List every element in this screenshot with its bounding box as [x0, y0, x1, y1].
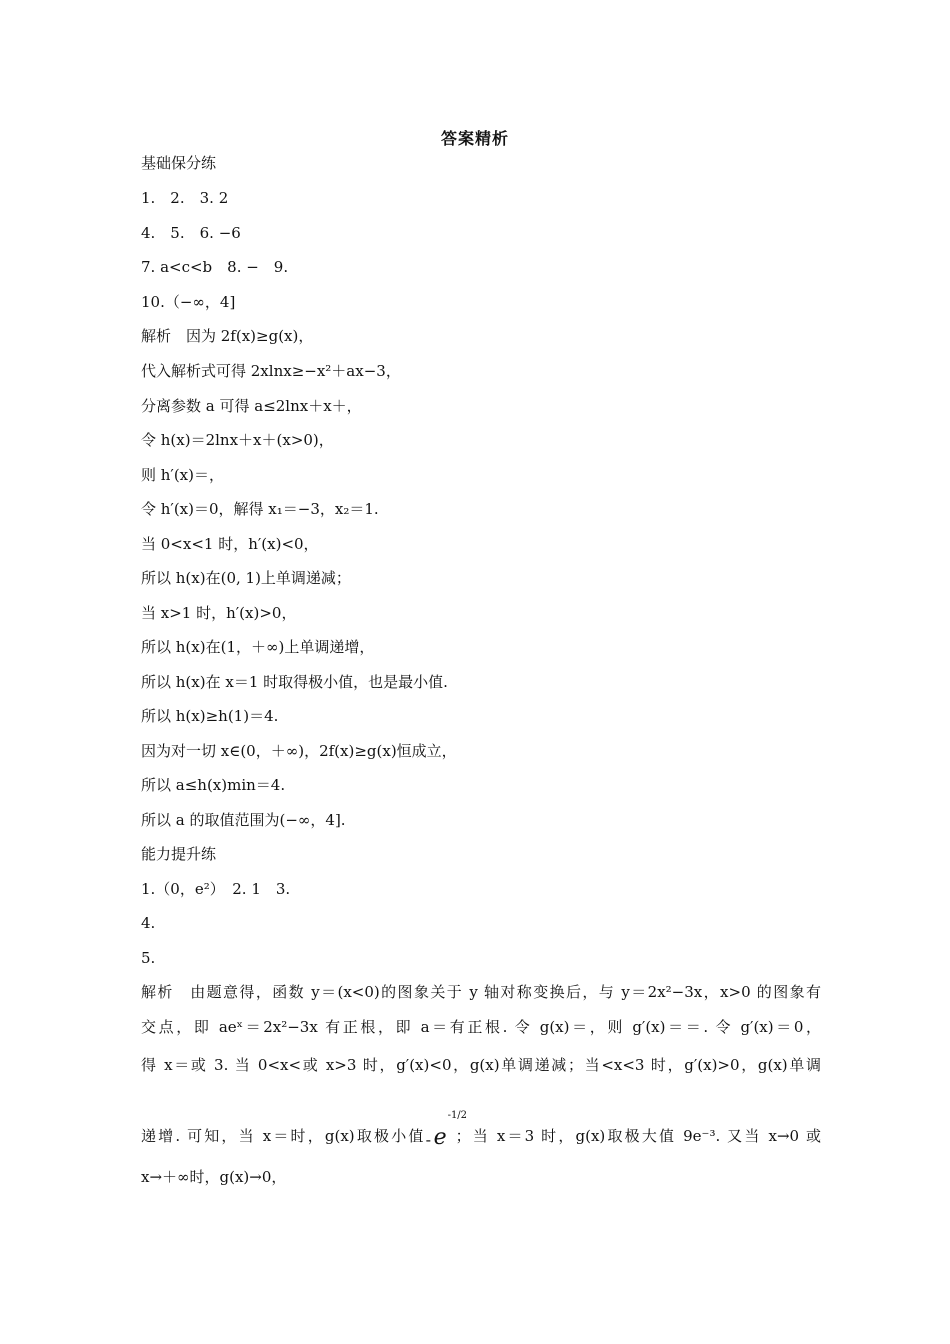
text-line: 基础保分练 — [141, 154, 217, 172]
text-line: 分离参数 a 可得 a≤2lnx＋x＋， — [141, 397, 362, 415]
text-line: 所以 h(x)≥h(1)＝4. — [141, 707, 279, 725]
text-line: 得 x＝或 3. 当 0<x<或 x>3 时，g′(x)<0，g(x)单调递减；当<x<3 时，g′(x)>0，g(x)单调 — [141, 1056, 821, 1074]
text-line: 所以 a 的取值范围为(−∞，4]. — [141, 811, 346, 829]
text-line: 当 x>1 时，h′(x)>0， — [141, 604, 297, 622]
text-line: 解析 因为 2f(x)≥g(x)， — [141, 327, 314, 345]
text-line: 所以 h(x)在(1，＋∞)上单调递增， — [141, 638, 375, 656]
text-line-minimum-value — [141, 1110, 822, 1150]
math-expression-e-power — [425, 1110, 468, 1150]
math-exponent: -1/2 — [447, 1110, 468, 1121]
text-line: 4. 5. 6. −6 — [141, 224, 241, 242]
text-line: 5. — [141, 949, 156, 967]
text-line: 7. a<c<b 8. − 9. — [141, 258, 289, 276]
text-line: 解析 由题意得，函数 y＝(x<0)的图象关于 y 轴对称变换后，与 y＝2x²−3x，x>0 的图象有 — [141, 983, 821, 1001]
text-fragment: 递增. 可知，当 x＝时，g(x)取极小值 — [141, 1127, 426, 1145]
math-minus: - — [425, 1130, 431, 1149]
text-line: 交点，即 aeˣ＝2x²−3x 有正根，即 a＝有正根. 令 g(x)＝，则 g′(x)＝＝. 令 g′(x)＝0， — [141, 1018, 821, 1036]
text-line: 令 h(x)＝2lnx＋x＋(x>0)， — [141, 431, 334, 449]
page-title: 答案精析 — [440, 129, 509, 148]
text-line: 能力提升练 — [141, 845, 217, 863]
text-line: 1. 2. 3. 2 — [141, 189, 229, 207]
text-line: 因为对一切 x∈(0，＋∞)，2f(x)≥g(x)恒成立， — [141, 742, 457, 760]
text-line: 1.（0，e²） 2. 1 3. — [141, 880, 291, 898]
text-line: 当 0<x<1 时，h′(x)<0， — [141, 535, 319, 553]
text-line: 4. — [141, 914, 156, 932]
math-base: e — [433, 1125, 447, 1150]
text-line: 10.（−∞，4] — [141, 293, 236, 311]
text-line-last: x→＋∞时，g(x)→0， — [141, 1168, 287, 1186]
text-line: 代入解析式可得 2xlnx≥−x²＋ax−3， — [141, 362, 401, 380]
text-line: 所以 a≤h(x)min＝4. — [141, 776, 286, 794]
text-fragment: ；当 x＝3 时，g(x)取极大值 9e⁻³. 又当 x→0 或 — [455, 1127, 822, 1145]
text-line: 所以 h(x)在 x＝1 时取得极小值，也是最小值. — [141, 673, 448, 691]
text-line: 则 h′(x)＝， — [141, 466, 224, 484]
text-line: 所以 h(x)在(0, 1)上单调递减； — [141, 569, 351, 587]
text-line: 令 h′(x)＝0，解得 x₁＝−3，x₂＝1. — [141, 500, 379, 518]
